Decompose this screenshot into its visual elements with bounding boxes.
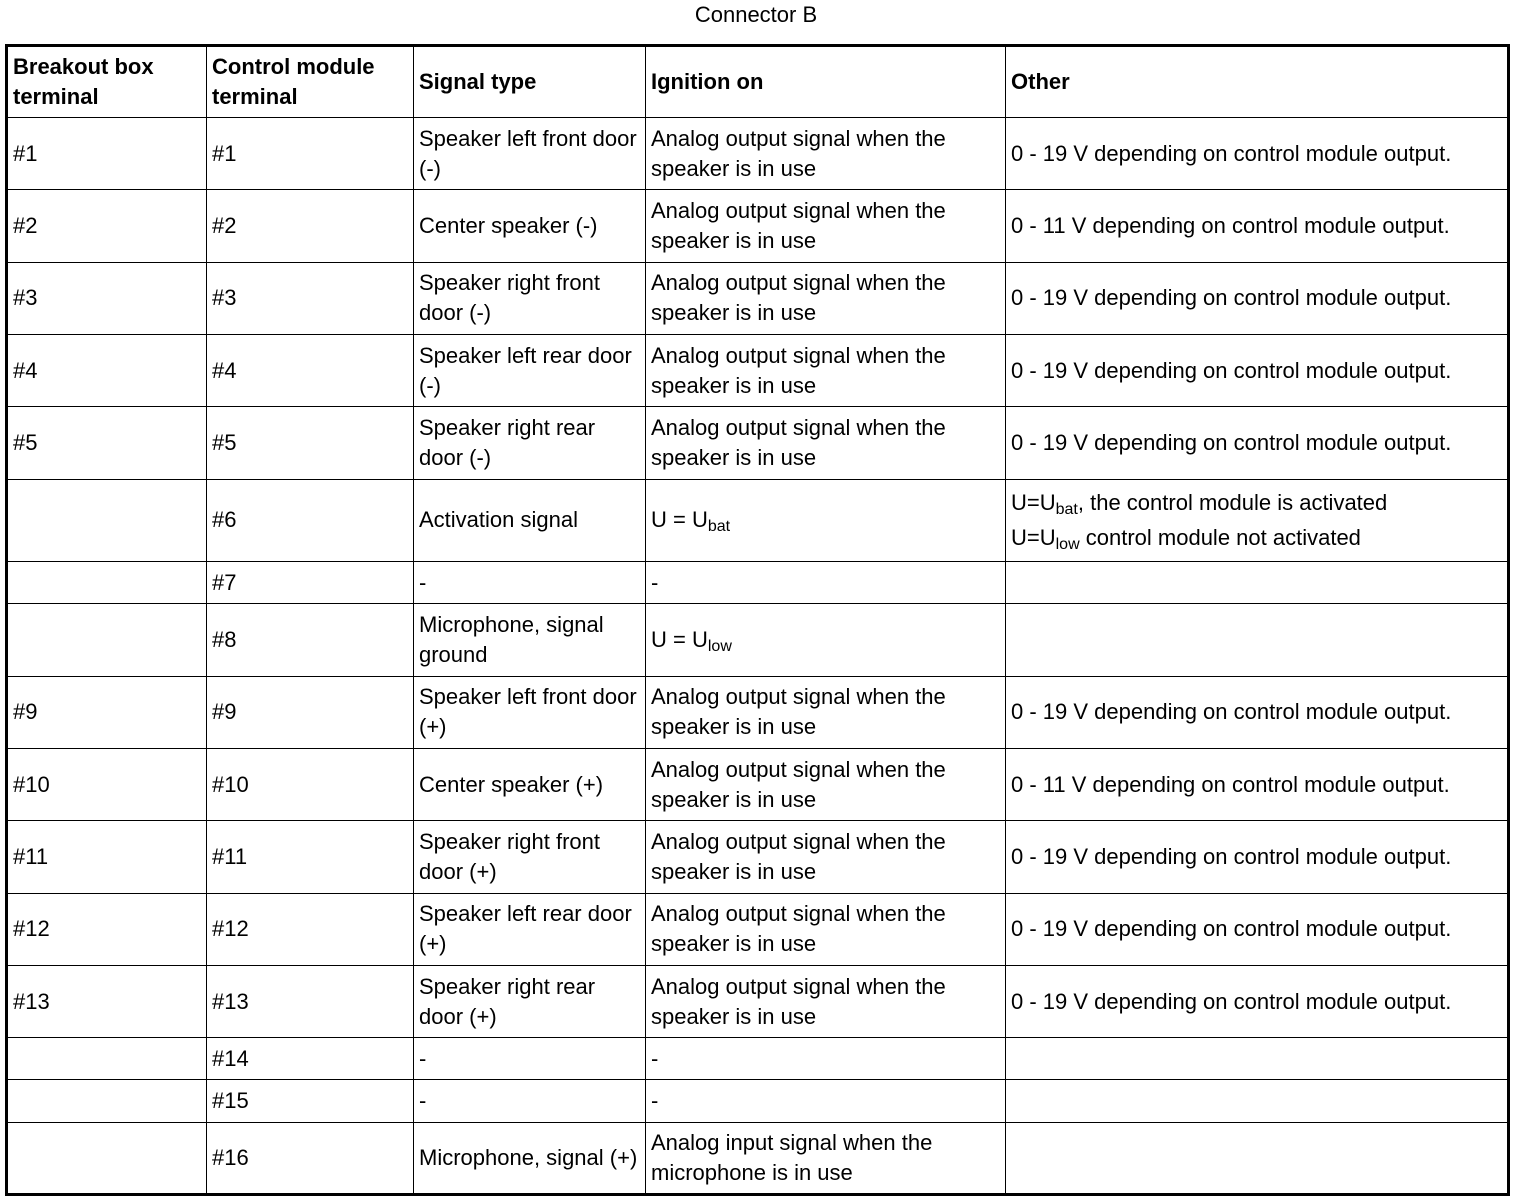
- ignition-on-cell: Analog output signal when the speaker is in use: [646, 893, 1006, 965]
- ignition-on-cell: Analog output signal when the speaker is in use: [646, 748, 1006, 820]
- ignition-on-cell: Analog output signal when the speaker is in use: [646, 118, 1006, 190]
- other-cell: 0 - 19 V depending on control module output.: [1006, 118, 1509, 190]
- table-row: [7, 118, 1509, 190]
- other-line-text: , the control module is activated: [1077, 490, 1388, 516]
- other-cell: [1006, 1122, 1509, 1194]
- table-row: [7, 748, 1509, 820]
- breakout-terminal-cell: #11: [7, 821, 207, 893]
- table-row: [7, 190, 1509, 262]
- table-row: [7, 893, 1509, 965]
- other-cell: 0 - 19 V depending on control module output.: [1006, 965, 1509, 1037]
- other-line: [1011, 485, 1502, 520]
- control-module-terminal-cell: #12: [207, 893, 414, 965]
- breakout-terminal-cell: [7, 1080, 207, 1122]
- table-row: [7, 821, 1509, 893]
- table-row: [7, 334, 1509, 406]
- ignition-on-cell: -: [646, 1038, 1006, 1080]
- table-row: [7, 479, 1509, 561]
- other-cell: 0 - 19 V depending on control module output.: [1006, 821, 1509, 893]
- other-cell: 0 - 19 V depending on control module output.: [1006, 893, 1509, 965]
- ignition-on-cell: [646, 604, 1006, 676]
- other-cell: 0 - 19 V depending on control module output.: [1006, 676, 1509, 748]
- other-cell: 0 - 19 V depending on control module output.: [1006, 334, 1509, 406]
- other-cell: [1006, 562, 1509, 604]
- ignition-on-cell: Analog output signal when the speaker is in use: [646, 676, 1006, 748]
- ignition-on-cell: Analog input signal when the microphone is in use: [646, 1122, 1006, 1194]
- signal-type-cell: Speaker left rear door (-): [414, 334, 646, 406]
- control-module-terminal-cell: #8: [207, 604, 414, 676]
- signal-type-cell: Speaker right rear door (+): [414, 965, 646, 1037]
- ignition-on-cell: Analog output signal when the speaker is in use: [646, 965, 1006, 1037]
- signal-type-cell: Speaker right rear door (-): [414, 407, 646, 479]
- table-row: [7, 407, 1509, 479]
- other-cell: [1006, 479, 1509, 561]
- other-cell: [1006, 1080, 1509, 1122]
- voltage-symbol: U=U: [1011, 490, 1056, 516]
- breakout-terminal-cell: #13: [7, 965, 207, 1037]
- breakout-terminal-cell: #12: [7, 893, 207, 965]
- voltage-subscript: low: [1055, 536, 1080, 554]
- control-module-terminal-cell: #14: [207, 1038, 414, 1080]
- signal-type-cell: Speaker left front door (+): [414, 676, 646, 748]
- other-cell: 0 - 11 V depending on control module output.: [1006, 748, 1509, 820]
- signal-type-cell: Microphone, signal ground: [414, 604, 646, 676]
- control-module-terminal-cell: #7: [207, 562, 414, 604]
- signal-type-cell: Speaker right front door (+): [414, 821, 646, 893]
- breakout-terminal-cell: #1: [7, 118, 207, 190]
- control-module-terminal-cell: #2: [207, 190, 414, 262]
- breakout-terminal-cell: [7, 604, 207, 676]
- header-ignition-on: Ignition on: [646, 46, 1006, 118]
- other-cell: 0 - 19 V depending on control module output.: [1006, 262, 1509, 334]
- ignition-on-cell: Analog output signal when the speaker is in use: [646, 334, 1006, 406]
- breakout-terminal-cell: #4: [7, 334, 207, 406]
- table-row: [7, 1080, 1509, 1122]
- breakout-terminal-cell: #3: [7, 262, 207, 334]
- breakout-terminal-cell: #9: [7, 676, 207, 748]
- control-module-terminal-cell: #5: [207, 407, 414, 479]
- breakout-terminal-cell: #5: [7, 407, 207, 479]
- control-module-terminal-cell: #15: [207, 1080, 414, 1122]
- voltage-symbol: U=U: [1011, 525, 1056, 551]
- control-module-terminal-cell: #13: [207, 965, 414, 1037]
- voltage-symbol: U = U: [651, 626, 708, 652]
- signal-type-cell: Microphone, signal (+): [414, 1122, 646, 1194]
- control-module-terminal-cell: #9: [207, 676, 414, 748]
- voltage-symbol: U = U: [651, 507, 708, 533]
- table-row: [7, 262, 1509, 334]
- ignition-on-cell: -: [646, 562, 1006, 604]
- other-cell: 0 - 19 V depending on control module output.: [1006, 407, 1509, 479]
- voltage-subscript: bat: [707, 518, 731, 536]
- signal-type-cell: -: [414, 1038, 646, 1080]
- page-title: Connector B: [694, 2, 818, 27]
- other-cell: [1006, 604, 1509, 676]
- control-module-terminal-cell: #3: [207, 262, 414, 334]
- signal-type-cell: Activation signal: [414, 479, 646, 561]
- ignition-on-cell: [646, 479, 1006, 561]
- ignition-on-cell: -: [646, 1080, 1006, 1122]
- breakout-terminal-cell: #10: [7, 748, 207, 820]
- control-module-terminal-cell: #6: [207, 479, 414, 561]
- other-cell: [1006, 1038, 1509, 1080]
- ignition-on-cell: Analog output signal when the speaker is in use: [646, 262, 1006, 334]
- table-row: [7, 562, 1509, 604]
- other-cell: 0 - 11 V depending on control module output.: [1006, 190, 1509, 262]
- signal-type-cell: Center speaker (-): [414, 190, 646, 262]
- header-other: Other: [1006, 46, 1509, 118]
- control-module-terminal-cell: #11: [207, 821, 414, 893]
- breakout-terminal-cell: [7, 1038, 207, 1080]
- header-control-module-terminal: Control module terminal: [207, 46, 414, 118]
- control-module-terminal-cell: #1: [207, 118, 414, 190]
- other-line-text: control module not activated: [1079, 525, 1361, 551]
- breakout-terminal-cell: [7, 562, 207, 604]
- breakout-terminal-cell: [7, 479, 207, 561]
- ignition-on-cell: Analog output signal when the speaker is in use: [646, 190, 1006, 262]
- header-signal-type: Signal type: [414, 46, 646, 118]
- header-row: [7, 46, 1509, 118]
- other-line: [1011, 520, 1502, 555]
- breakout-terminal-cell: [7, 1122, 207, 1194]
- signal-type-cell: -: [414, 562, 646, 604]
- connector-table: [5, 44, 1510, 1196]
- control-module-terminal-cell: #16: [207, 1122, 414, 1194]
- table-row: [7, 965, 1509, 1037]
- table-row: [7, 1122, 1509, 1194]
- control-module-terminal-cell: #4: [207, 334, 414, 406]
- voltage-subscript: bat: [1055, 501, 1078, 519]
- control-module-terminal-cell: #10: [207, 748, 414, 820]
- signal-type-cell: Speaker left front door (-): [414, 118, 646, 190]
- signal-type-cell: -: [414, 1080, 646, 1122]
- table-row: [7, 604, 1509, 676]
- breakout-terminal-cell: #2: [7, 190, 207, 262]
- voltage-subscript: low: [707, 637, 732, 655]
- table-row: [7, 1038, 1509, 1080]
- ignition-on-cell: Analog output signal when the speaker is in use: [646, 407, 1006, 479]
- header-breakout-terminal: Breakout box terminal: [7, 46, 207, 118]
- table-row: [7, 676, 1509, 748]
- ignition-on-cell: Analog output signal when the speaker is in use: [646, 821, 1006, 893]
- signal-type-cell: Speaker left rear door (+): [414, 893, 646, 965]
- signal-type-cell: Speaker right front door (-): [414, 262, 646, 334]
- signal-type-cell: Center speaker (+): [414, 748, 646, 820]
